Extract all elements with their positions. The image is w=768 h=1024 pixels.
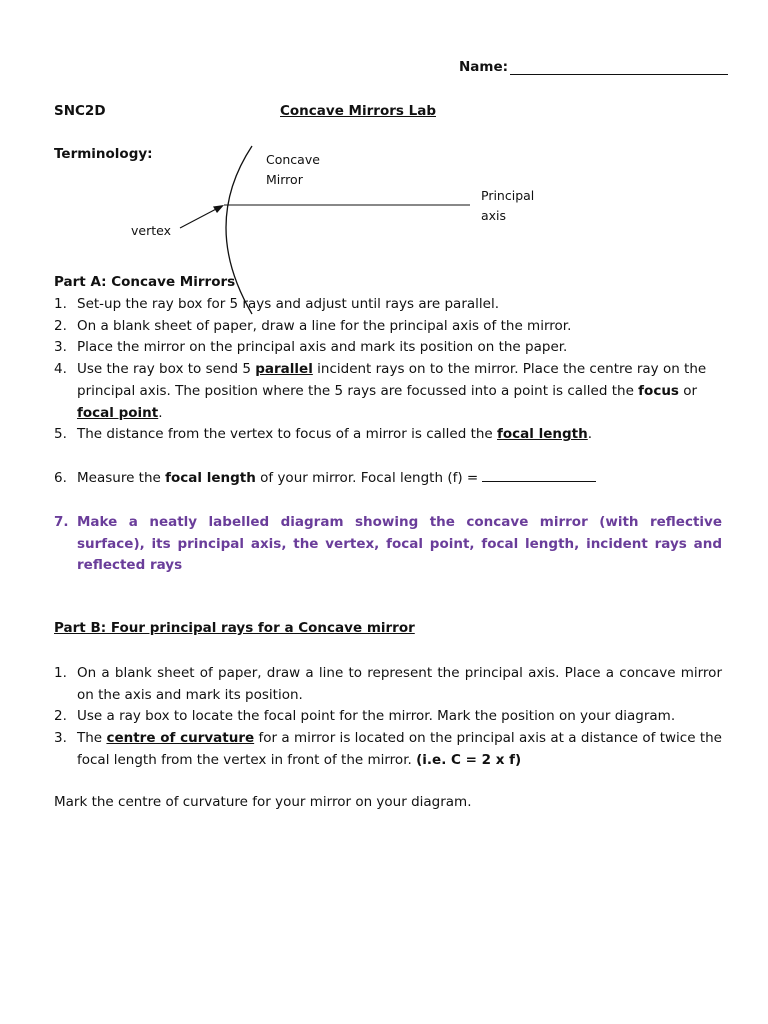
list-item: 2. Use a ray box to locate the focal point for the mirror. Mark the position on your diagram.: [54, 708, 676, 725]
list-item: 3. The centre of curvature for a mirror is located on the principal axis at a distance of twice the focal length from the vertex in front of the mirror. (i.e. C = 2 x f): [54, 730, 722, 768]
term-parallel: parallel: [255, 361, 313, 378]
principal-axis-label: Principal axis: [481, 188, 535, 223]
list-item: 7. Make a neatly labelled diagram showing the concave mirror (with reflective surface), its principal axis, the vertex, focal point, focal length, incident rays and reflected rays: [54, 514, 722, 574]
part-b-steps: [54, 663, 722, 772]
terminology-heading: Terminology:: [54, 146, 153, 162]
page-title: Concave Mirrors Lab: [280, 103, 436, 119]
part-b-heading: Part B: Four principal rays for a Concave mirror: [54, 620, 415, 636]
term-focus: focus: [638, 382, 679, 399]
list-item: 5. The distance from the vertex to focus of a mirror is called the focal length.: [54, 426, 593, 443]
vertex-arrow-line: [180, 208, 219, 229]
term-centre-of-curvature: centre of curvature: [106, 730, 255, 747]
part-a-step7: [54, 512, 722, 577]
course-code: SNC2D: [54, 103, 106, 119]
closing-instruction: Mark the centre of curvature for your mirror on your diagram.: [54, 794, 472, 810]
list-item: 1. On a blank sheet of paper, draw a line to represent the principal axis. Place a concave mirror on the axis and mark its position.: [54, 665, 722, 703]
list-item: 4. Use the ray box to send 5 parallel incident rays on to the mirror. Place the centre ray on the principal axis. The position where the 5 rays are focussed into a point is called the focus or focal point.: [54, 361, 707, 421]
vertex-arrow-head: [213, 205, 224, 213]
formula: (i.e. C = 2 x f): [416, 751, 522, 768]
part-a-heading: Part A: Concave Mirrors: [54, 274, 236, 290]
concave-mirror-label: Concave Mirror: [266, 152, 320, 187]
vertex-label: vertex: [131, 223, 171, 238]
part-a-steps: [54, 294, 722, 446]
list-item: 6. Measure the focal length of your mirror. Focal length (f) =: [54, 468, 722, 490]
term-focal-length: focal length: [497, 426, 588, 443]
list-item: 3. Place the mirror on the principal axis and mark its position on the paper.: [54, 339, 568, 356]
list-item: 1. Set-up the ray box for 5 rays and adjust until rays are parallel.: [54, 296, 500, 312]
focal-length-blank[interactable]: [482, 469, 596, 482]
term-focal-point: focal point: [77, 404, 159, 421]
part-a-step6: [54, 468, 722, 490]
name-label: Name:: [459, 59, 509, 75]
list-item: 2. On a blank sheet of paper, draw a line for the principal axis of the mirror.: [54, 317, 572, 334]
